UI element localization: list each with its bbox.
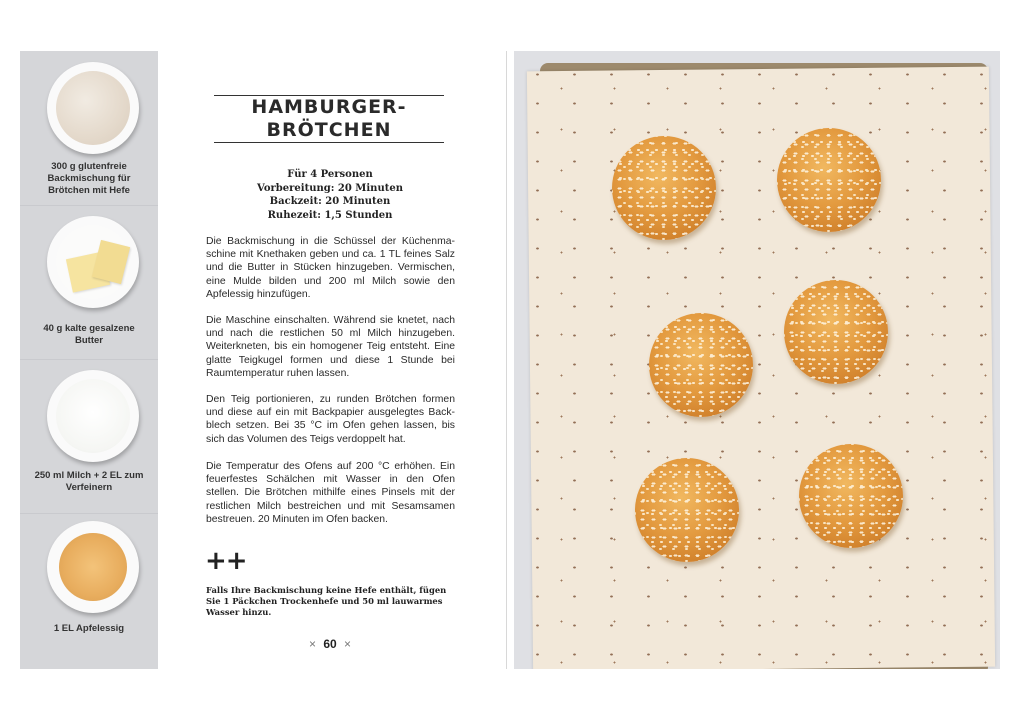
recipe-meta	[206, 168, 454, 222]
bun-image	[612, 136, 716, 240]
bun-image	[649, 313, 753, 417]
ingredient-item	[20, 51, 158, 206]
page-footer	[300, 637, 360, 651]
scattered-seeds	[514, 51, 1000, 669]
flour-bowl-icon	[47, 62, 139, 154]
ornament-icon: ×	[344, 637, 352, 651]
ingredient-item	[20, 205, 158, 360]
step-paragraph: Den Teig portionieren, zu runden Brötchen formen und diese auf ein mit Backpapier ausgelegtes Backblech setzen. Bei 35 °C im Ofen gehen lassen, bis sich das Volumen des Teigs verdoppelt hat.	[206, 394, 455, 445]
rest-time: Ruhezeit: 1,5 Stunden	[267, 209, 393, 221]
tip-plus-icon: ++	[205, 546, 247, 576]
servings: Für 4 Personen	[287, 169, 373, 180]
recipe-title: HAMBURGER- BRÖTCHEN	[214, 95, 444, 143]
buns-photo	[514, 51, 1000, 669]
milk-bowl-icon	[47, 370, 139, 462]
step-paragraph: Die Maschine einschalten. Während sie knetet, nach und nach die restlichen 50 ml Milch hinzugeben. Weiterkneten, bis ein homogener Teig entsteht. Eine glatte Teigkugel formen und diese 1 Stunde bei Raumtemperatur ruhen lassen.	[206, 315, 455, 379]
step-paragraph: Die Temperatur des Ofens auf 200 °C erhöhen. Ein feuerfestes Schälchen mit Wasser in den Ofen stellen. Die Brötchen mithilfe eines Pinsels mit der restlichen Milch bestreichen und mit Sesamsamen bestreuen. 20 Minuten im Ofen backen.	[206, 461, 455, 525]
ingredient-item	[20, 513, 158, 669]
page-gutter	[506, 51, 507, 669]
ingredient-strip	[20, 51, 158, 669]
bun-image	[635, 458, 739, 562]
ornament-icon: ×	[308, 637, 316, 651]
bun-image	[784, 280, 888, 384]
page-number: 60	[323, 637, 337, 651]
ingredient-label: 1 EL Apfelessig	[53, 623, 125, 634]
step-paragraph: Die Backmischung in die Schüssel der Küchenmaschine mit Knethaken geben und ca. 1 TL feines Salz und die Butter in Stücken hinzugeben. Vermischen, eine Mulde bilden und 200 ml Milch sowie den Apfelessig hinzufügen.	[206, 236, 455, 300]
ingredient-item	[20, 359, 158, 514]
bake-time: Backzeit: 20 Minuten	[269, 196, 391, 207]
vinegar-bowl-icon	[47, 521, 139, 613]
bun-image	[777, 128, 881, 232]
ingredient-label: 250 ml Milch + 2 EL zum Verfeinern	[34, 470, 144, 493]
prep-time: Vorbereitung: 20 Minuten	[257, 182, 403, 194]
ingredient-label: 40 g kalte gesalzene Butter	[43, 323, 135, 346]
butter-bowl-icon	[47, 216, 139, 308]
ingredient-label: 300 g glutenfreie Backmischung für Brötchen mit Hefe	[47, 161, 131, 196]
tip-text: Falls Ihre Backmischung keine Hefe enthält, fügen Sie 1 Päckchen Trockenhefe und 50 ml lauwarmes Wasser hinzu.	[206, 585, 447, 618]
bun-image	[799, 444, 903, 548]
